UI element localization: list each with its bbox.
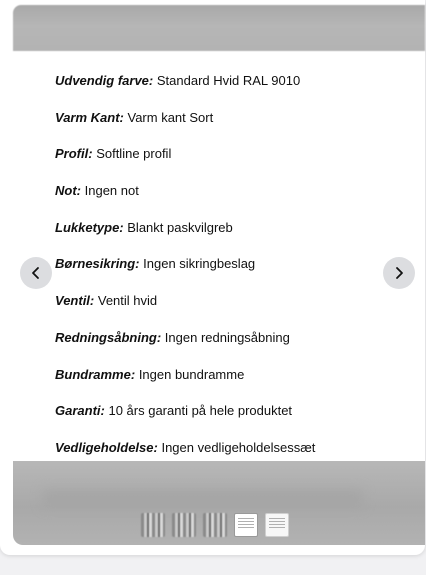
spec-value: Ingen bundramme (138, 366, 245, 382)
spec-item-not (55, 176, 315, 213)
spec-item-lukketype (55, 213, 315, 250)
spec-label: Lukketype: (55, 219, 124, 235)
spec-label: Ventil: (55, 293, 95, 309)
spec-value: Ingen redningsåbning (164, 329, 290, 345)
spec-item-redningsabning (55, 323, 315, 360)
spec-value: Standard Hvid RAL 9010 (156, 73, 301, 88)
spec-label: Vedligeholdelse: (55, 439, 158, 455)
thumbnail-1[interactable] (141, 513, 165, 537)
thumbnail-strip (141, 513, 289, 537)
next-slide-button[interactable] (383, 257, 415, 289)
spec-item-bornesikring (55, 249, 315, 286)
previous-slide-button[interactable] (20, 257, 52, 289)
chevron-right-icon (392, 266, 406, 280)
spec-value: Blankt paskvilgreb (127, 219, 233, 235)
blurred-image-top (13, 5, 425, 51)
spec-list (55, 66, 315, 470)
spec-label: Redningsåbning: (55, 329, 162, 345)
spec-label: Bundramme: (55, 366, 136, 382)
spec-label: Garanti: (55, 403, 105, 419)
spec-value: 10 års garanti på hele produktet (108, 403, 293, 419)
spec-label: Varm Kant: (55, 109, 124, 125)
chevron-left-icon (29, 266, 43, 280)
spec-label: Udvendig farve: (55, 73, 154, 88)
blurred-content (43, 489, 363, 507)
spec-value: Softline profil (96, 146, 172, 162)
thumbnail-3[interactable] (203, 513, 227, 537)
spec-value: Ventil hvid (97, 293, 158, 309)
thumbnail-2[interactable] (172, 513, 196, 537)
spec-label: Profil: (55, 146, 93, 162)
thumbnail-5[interactable] (265, 513, 289, 537)
spec-item-garanti (55, 396, 315, 433)
spec-item-ventil (55, 286, 315, 323)
spec-value: Varm kant Sort (127, 109, 214, 125)
spec-value: Ingen vedligeholdelsessæt (161, 439, 316, 455)
spec-label: Not: (55, 183, 81, 199)
spec-label: Børnesikring: (55, 256, 140, 272)
spec-item-bundramme (55, 360, 315, 397)
spec-item-udvendig-farve (55, 66, 315, 103)
spec-value: Ingen sikringbeslag (143, 256, 256, 272)
thumbnail-4-active[interactable] (234, 513, 258, 537)
spec-item-varm-kant (55, 103, 315, 140)
spec-item-profil (55, 139, 315, 176)
spec-value: Ingen not (84, 183, 139, 199)
